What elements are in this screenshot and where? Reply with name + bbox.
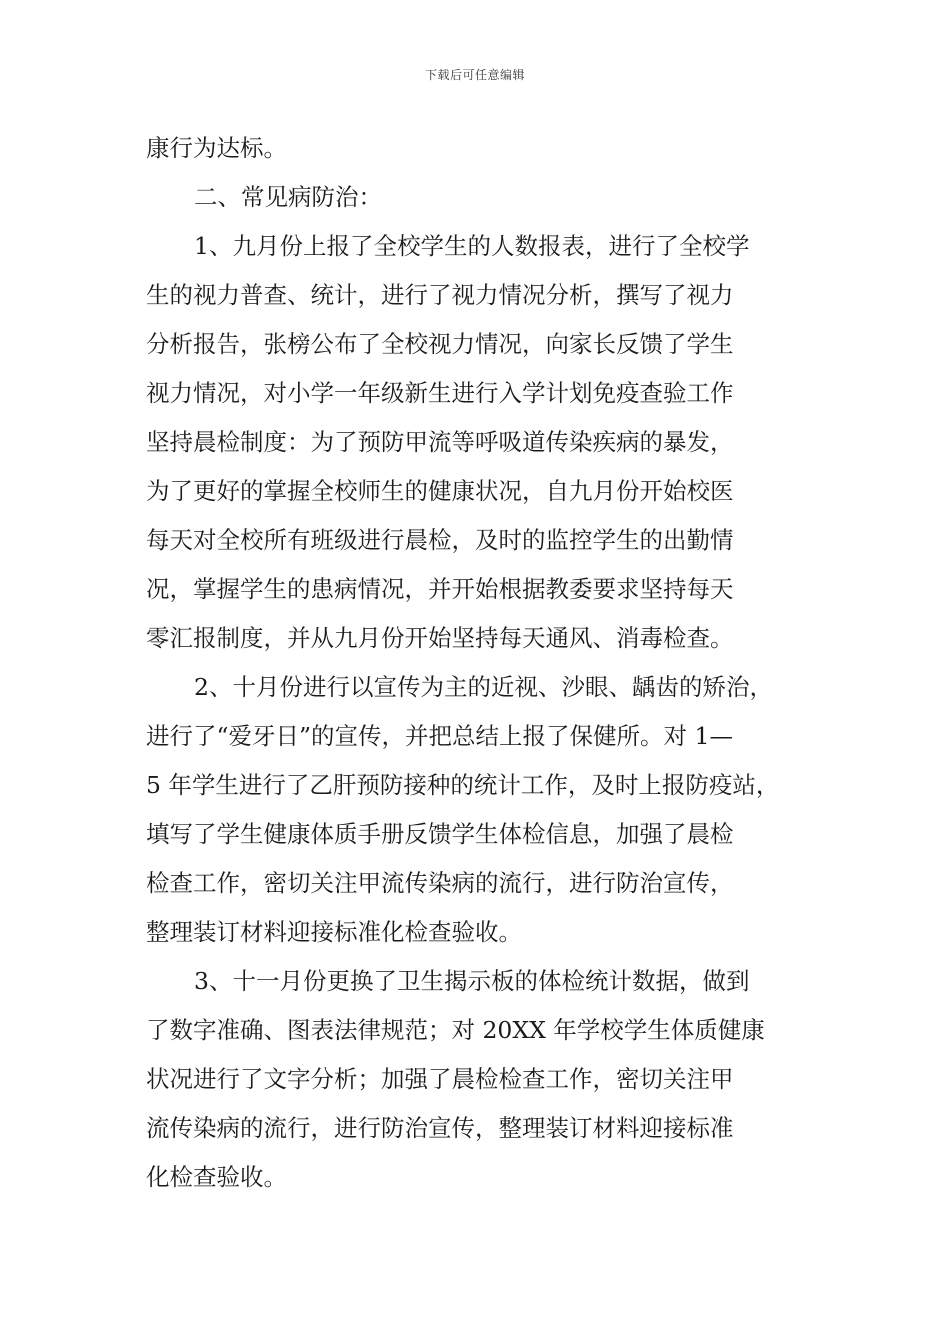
text-line: 填写了学生健康体质手册反馈学生体检信息，加强了晨检 [146, 820, 734, 848]
text-line: 进行了“爱牙日”的宣传，并把总结上报了保健所。对 1— [146, 722, 733, 750]
text-line: 分析报告，张榜公布了全校视力情况，向家长反馈了学生 [146, 330, 734, 358]
text-line: 二、常见病防治： [194, 183, 382, 211]
text-line: 化检查验收。 [146, 1163, 287, 1191]
text-line: 流传染病的流行，进行防治宣传，整理装订材料迎接标准 [146, 1114, 734, 1142]
text-line: 每天对全校所有班级进行晨检，及时的监控学生的出勤情 [146, 526, 734, 554]
text-line: 检查工作，密切关注甲流传染病的流行，进行防治宣传， [146, 869, 734, 897]
document-body [146, 124, 806, 1202]
text-line: 坚持晨检制度：为了预防甲流等呼吸道传染疾病的暴发， [146, 428, 734, 456]
text-line: 5 年学生进行了乙肝预防接种的统计工作，及时上报防疫站， [146, 771, 780, 799]
text-line: 1、九月份上报了全校学生的人数报表，进行了全校学 [194, 232, 750, 260]
text-line: 3、十一月份更换了卫生揭示板的体检统计数据，做到 [194, 967, 750, 995]
text-line: 2、十月份进行以宣传为主的近视、沙眼、龋齿的矫治， [194, 673, 773, 701]
text-line: 零汇报制度，并从九月份开始坚持每天通风、消毒检查。 [146, 624, 734, 652]
text-line: 生的视力普查、统计，进行了视力情况分析，撰写了视力 [146, 281, 734, 309]
text-line: 状况进行了文字分析；加强了晨检检查工作，密切关注甲 [146, 1065, 734, 1093]
text-line: 整理装订材料迎接标准化检查验收。 [146, 918, 522, 946]
text-line: 为了更好的掌握全校师生的健康状况，自九月份开始校医 [146, 477, 734, 505]
text-line: 康行为达标。 [146, 134, 287, 162]
text-line: 了数字准确、图表法律规范；对 20XX 年学校学生体质健康 [146, 1016, 765, 1044]
page-header-note: 下载后可任意编辑 [424, 68, 525, 82]
text-line: 况，掌握学生的患病情况，并开始根据教委要求坚持每天 [146, 575, 734, 603]
text-line: 视力情况，对小学一年级新生进行入学计划免疫查验工作 [146, 379, 734, 407]
